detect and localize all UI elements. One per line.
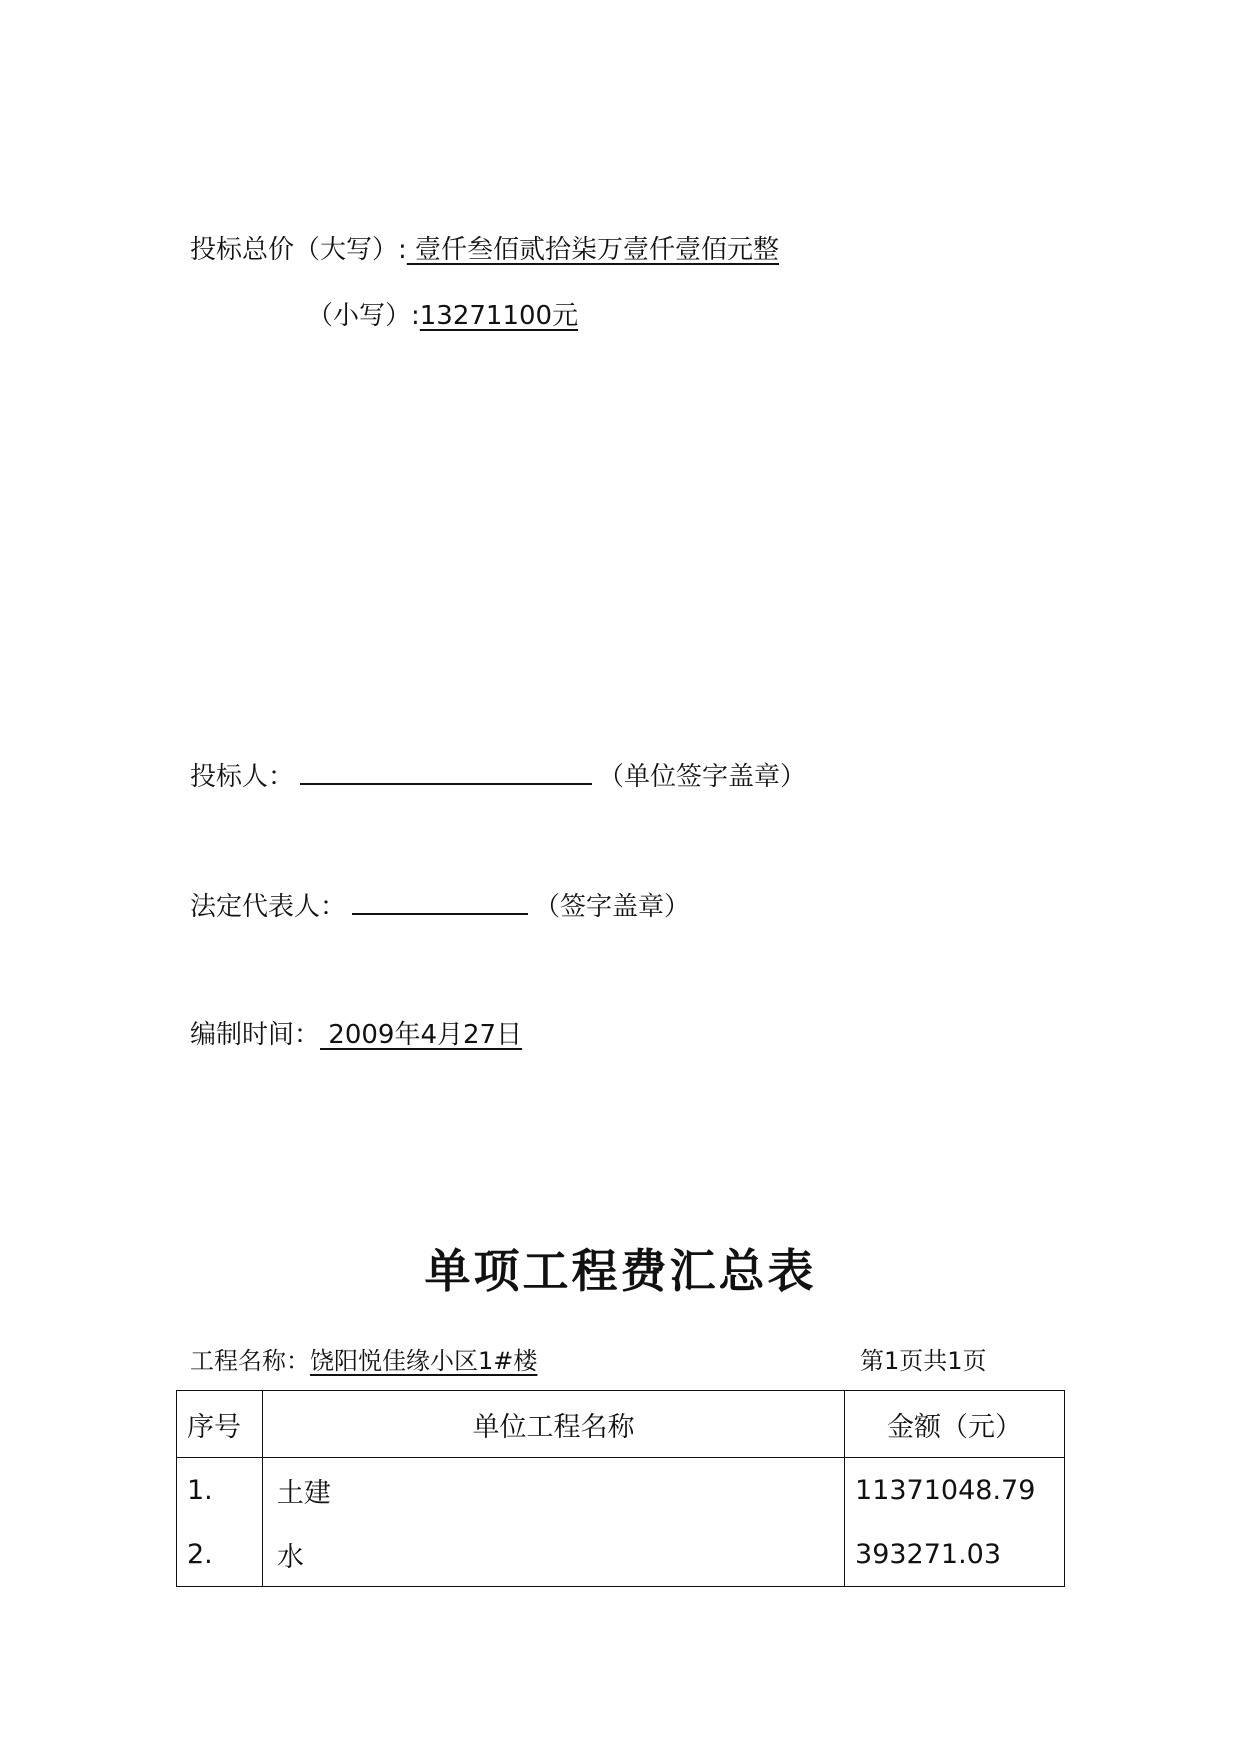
table-header-row: [177, 1391, 1065, 1458]
legal-rep-line: [190, 887, 690, 925]
bidder-line: [190, 757, 806, 795]
row-amount: 393271.03: [845, 1522, 1065, 1587]
legal-rep-signature-blank[interactable]: [352, 887, 528, 915]
bid-price-caps-value: 壹仟叁佰贰拾柒万壹仟壹佰元整: [406, 235, 780, 265]
summary-table: [176, 1390, 1065, 1587]
header-unit-name: 单位工程名称: [262, 1391, 844, 1458]
bid-price-small-label: （小写）:: [307, 301, 420, 331]
legal-rep-note: （签字盖章）: [534, 892, 691, 922]
summary-title: 单项工程费汇总表: [424, 1244, 817, 1298]
bid-price-caps-label: 投标总价（大写）:: [190, 235, 407, 265]
row-amount: 11371048.79: [845, 1458, 1065, 1523]
row-unit-name: 水: [262, 1522, 844, 1587]
legal-rep-label: 法定代表人：: [190, 892, 347, 922]
table-row: [177, 1522, 1065, 1587]
bid-price-caps-line: [190, 232, 779, 268]
project-label: 工程名称：: [190, 1347, 310, 1375]
header-serial: 序号: [177, 1391, 263, 1458]
row-serial: 2.: [177, 1522, 263, 1587]
row-unit-name: 土建: [262, 1458, 844, 1523]
bidder-signature-blank[interactable]: [300, 757, 592, 785]
bidder-note: （单位签字盖章）: [598, 762, 807, 792]
header-amount: 金额（元）: [845, 1391, 1065, 1458]
table-row: [177, 1458, 1065, 1523]
compile-time-line: [190, 1017, 522, 1053]
compile-time-label: 编制时间：: [190, 1020, 321, 1050]
page-info: 第1页共1页: [860, 1347, 987, 1375]
bidder-label: 投标人：: [190, 762, 295, 792]
row-serial: 1.: [177, 1458, 263, 1523]
project-name-line: [190, 1344, 537, 1378]
compile-time-value: 2009年4月27日: [320, 1020, 523, 1050]
bid-price-small-value: 13271100元: [419, 301, 579, 331]
bid-price-small-line: [307, 298, 578, 334]
project-name: 饶阳悦佳缘小区1#楼: [310, 1347, 538, 1375]
